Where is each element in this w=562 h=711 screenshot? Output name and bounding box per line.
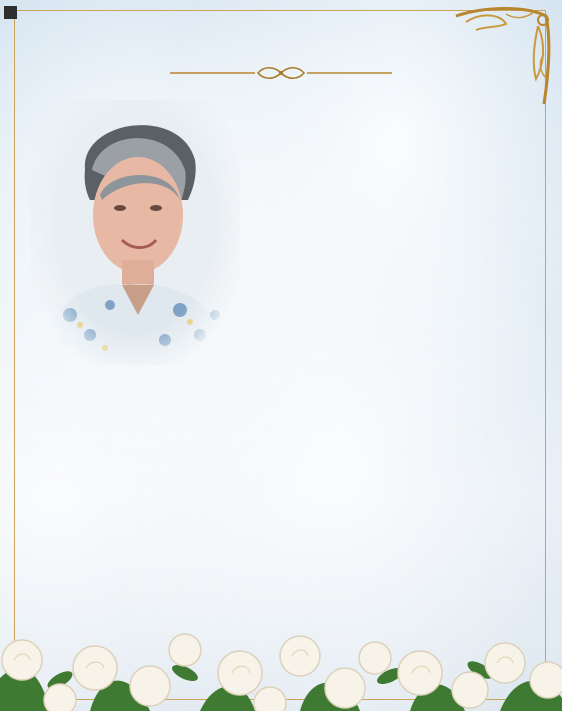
portrait-photo [30,100,240,365]
brand-logo [4,6,17,19]
corner-ornament [446,4,556,114]
white-roses-border [0,618,562,711]
title-divider-ornament [170,66,392,80]
